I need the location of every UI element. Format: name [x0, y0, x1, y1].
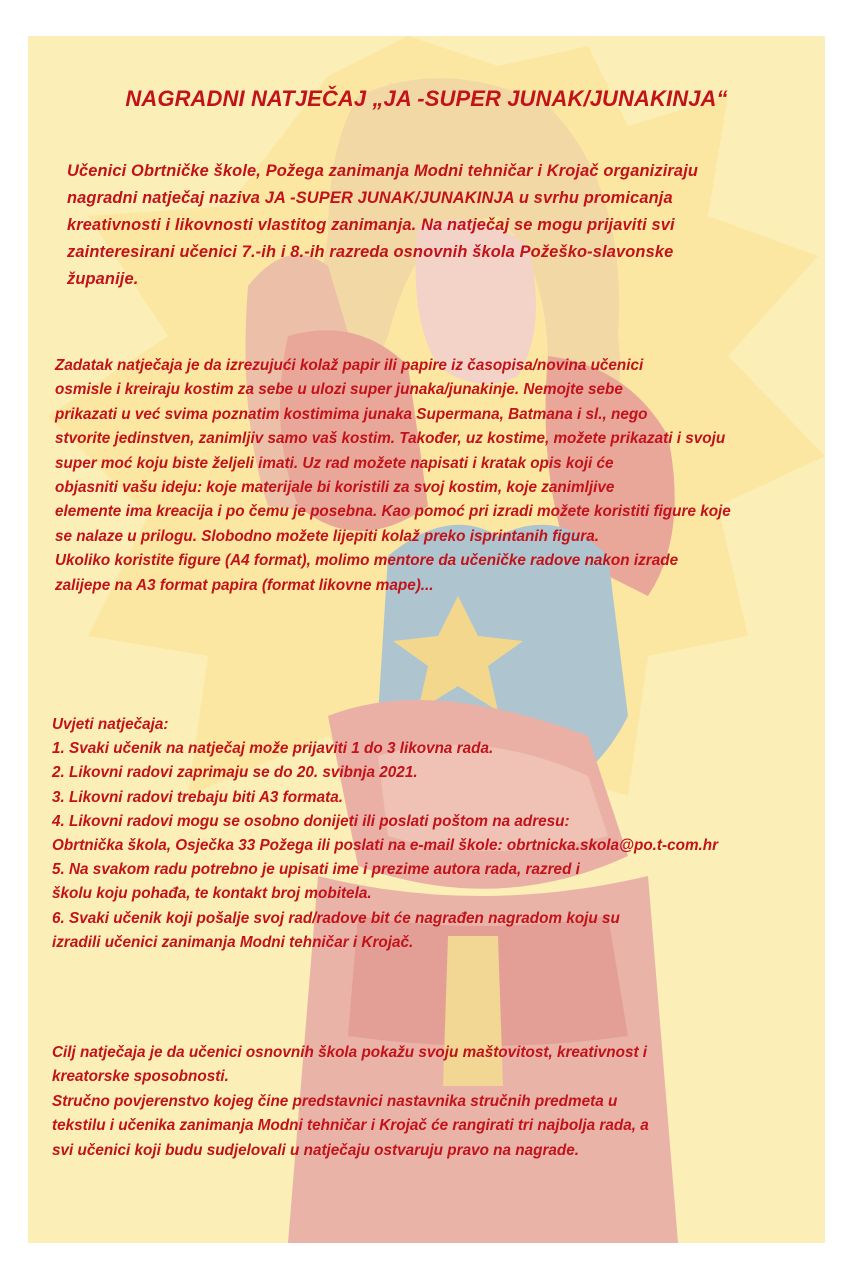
condition-item: 4. Likovni radovi mogu se osobno donijeti ili poslati poštom na adresu: — [52, 812, 570, 830]
condition-item: 3. Likovni radovi trebaju biti A3 formata. — [52, 788, 343, 806]
task-line: osmisle i kreiraju kostim za sebe u ulozi super junaka/junakinje. Nemojte sebe — [55, 381, 623, 399]
condition-item: izradili učenici zanimanja Modni tehničar i Krojač. — [52, 933, 414, 951]
condition-item: 2. Likovni radovi zaprimaju se do 20. svibnja 2021. — [52, 764, 418, 782]
condition-item: 1. Svaki učenik na natječaj može prijaviti 1 do 3 likovna rada. — [52, 740, 494, 758]
condition-item: školu koju pohađa, te kontakt broj mobitela. — [52, 885, 372, 903]
goal-line: Stručno povjerenstvo kojeg čine predstavnici nastavnika stručnih predmeta u — [52, 1092, 618, 1110]
conditions-heading: Uvjeti natječaja: — [52, 716, 169, 733]
intro-line: zainteresirani učenici 7.-ih i 8.-ih razreda osnovnih škola Požeško-slavonske — [67, 243, 674, 261]
condition-item: 6. Svaki učenik koji pošalje svoj rad/radove bit će nagrađen nagradom koju su — [52, 909, 620, 927]
goal-line: kreatorske sposobnosti. — [52, 1068, 229, 1086]
task-line: zalijepe na A3 format papira (format likovne mape)... — [55, 576, 434, 594]
goal-line: Cilj natječaja je da učenici osnovnih škola pokažu svoju maštovitost, kreativnost i — [52, 1044, 648, 1061]
task-line: elemente ima kreacija i po čemu je posebna. Kao pomoć pri izradi možete koristiti figure koje — [55, 503, 731, 521]
task-paragraph — [55, 354, 815, 598]
poster — [28, 36, 825, 1243]
task-line: stvorite jedinstven, zanimljiv samo vaš kostim. Također, uz kostime, možete prikazati i svoju — [55, 430, 726, 448]
intro-line: kreativnosti i likovnosti vlastitog zanimanja. Na natječaj se mogu prijaviti svi — [67, 216, 675, 234]
school-address-email: Obrtnička škola, Osječka 33 Požega ili poslati na e-mail škole: obrtnicka.skola@po.t-com.hr — [52, 837, 719, 855]
goal-line: tekstilu i učenika zanimanja Modni tehničar i Krojač će rangirati tri najbolja rada, a — [52, 1117, 649, 1135]
task-line: Zadatak natječaja je da izrezujući kolaž papir ili papire iz časopisa/novina učenici — [55, 357, 644, 374]
intro-paragraph — [67, 158, 812, 293]
condition-item: 5. Na svakom radu potrebno je upisati ime i prezime autora rada, razred i — [52, 861, 580, 879]
page-title: NAGRADNI NATJEČAJ „JA -SUPER JUNAK/JUNAKINJA“ — [125, 86, 728, 111]
intro-line: županije. — [67, 270, 139, 288]
intro-line: Učenici Obrtničke škole, Požega zanimanja Modni tehničar i Krojač organiziraju — [67, 162, 699, 180]
task-line: super moć koju biste željeli imati. Uz rad možete napisati i kratak opis koji će — [55, 454, 614, 472]
task-line: objasniti vašu ideju: koje materijale bi koristili za svoj kostim, koje zanimljive — [55, 479, 615, 497]
goal-line: svi učenici koji budu sudjelovali u natječaju ostvaruju pravo na nagrade. — [52, 1141, 580, 1159]
goal-paragraph — [52, 1041, 822, 1163]
conditions-list — [52, 713, 822, 955]
intro-line: nagradni natječaj naziva JA -SUPER JUNAK/JUNAKINJA u svrhu promicanja — [67, 189, 673, 207]
task-line: se nalaze u prilogu. Slobodno možete lijepiti kolaž preko isprintanih figura. — [55, 527, 599, 545]
task-line: prikazati u već svima poznatim kostimima junaka Supermana, Batmana i sl., nego — [55, 405, 648, 423]
task-line: Ukoliko koristite figure (A4 format), molimo mentore da učeničke radove nakon izrade — [55, 552, 679, 570]
